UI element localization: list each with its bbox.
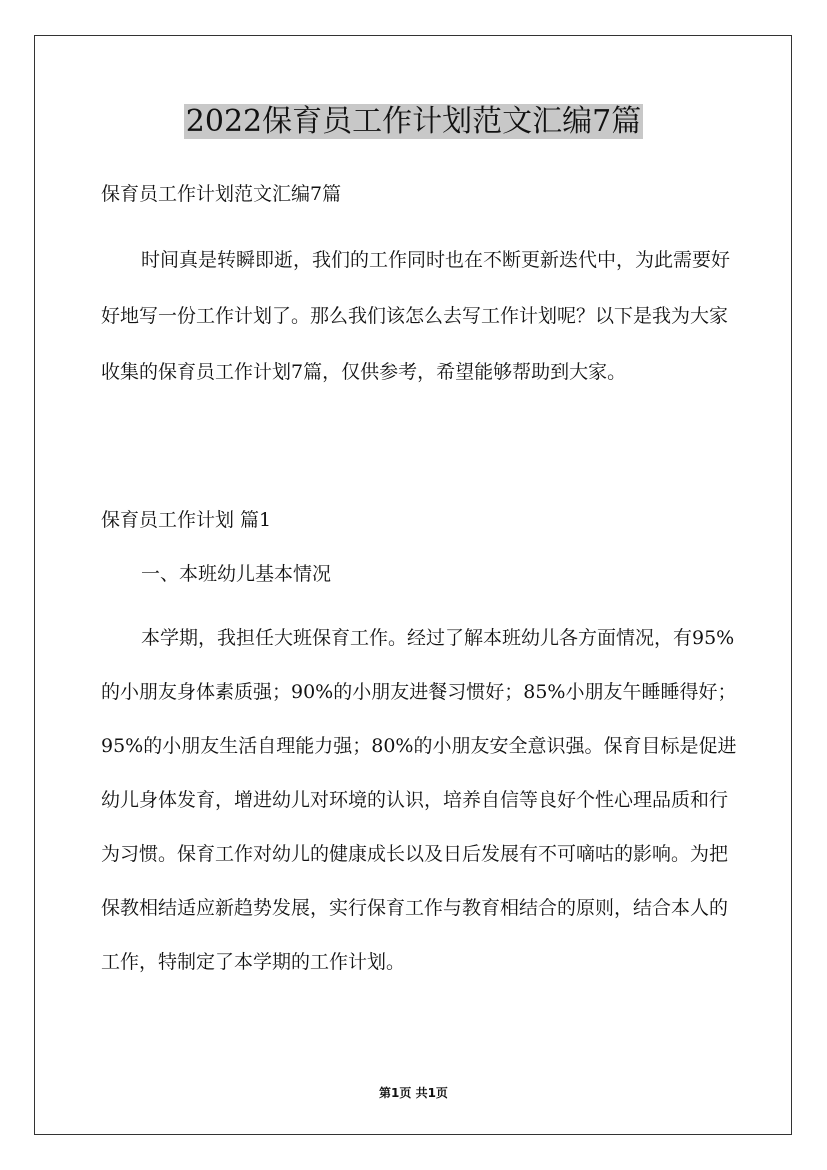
document-title-text: 2022保育员工作计划范文汇编7篇 xyxy=(185,104,642,139)
page-footer: 第1页 共1页 xyxy=(379,1086,448,1100)
intro-paragraph: 时间真是转瞬即逝，我们的工作同时也在不断更新迭代中，为此需要好好地写一份工作计划了。那么我们该怎么去写工作计划呢？以下是我为大家收集的保育员工作计划7篇，仅供参考，希望能够帮助到大家。 xyxy=(101,249,731,383)
subsection-heading: 一、本班幼儿基本情况 xyxy=(141,563,332,585)
body-paragraph: 本学期，我担任大班保育工作。经过了解本班幼儿各方面情况，有95%的小朋友身体素质强；90%的小朋友进餐习惯好；85%小朋友午睡睡得好；95%的小朋友生活自理能力强；80%的小朋友安全意识强。保育目标是促进幼儿身体发育，增进幼儿对环境的认识，培养自信等良好个性心理品质和行为习惯。保育工作对幼儿的健康成长以及日后发展有不可嘀咕的影响。为把保教相结适应新趋势发展，实行保育工作与教育相结合的原则，结合本人的工作，特制定了本学期的工作计划。 xyxy=(101,627,737,973)
document-title xyxy=(0,100,827,144)
document-subtitle: 保育员工作计划范文汇编7篇 xyxy=(101,183,342,205)
section-heading: 保育员工作计划 篇1 xyxy=(101,509,272,531)
